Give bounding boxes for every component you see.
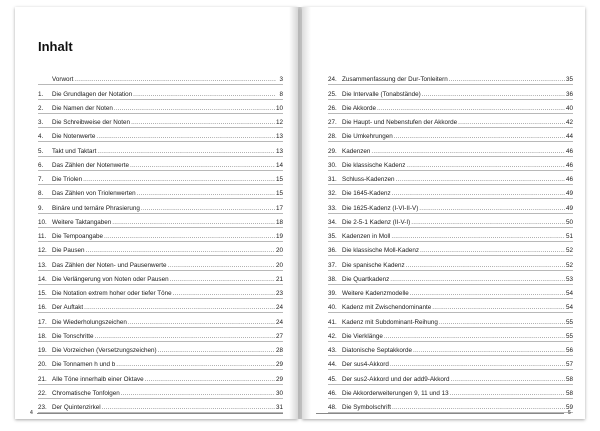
toc-entry-number: 16. — [38, 304, 47, 312]
toc-entry-title: Die Akkorderweiterungen 9, 11 und 13 — [342, 389, 449, 397]
toc-entry-title: Die Quartkadenz — [342, 275, 390, 283]
toc-entry-number: 37. — [328, 261, 337, 269]
toc-entry-title: Die Umkehrungen — [342, 133, 393, 141]
toc-entry-number: 43. — [328, 347, 337, 354]
toc-entry — [38, 214, 283, 228]
toc-entry-title: Kadenz mit Zwischendominante — [342, 304, 432, 312]
toc-entry — [328, 399, 573, 413]
toc-entry-title: Der sus4-Akkord — [342, 361, 389, 369]
toc-entry — [328, 342, 573, 356]
toc-entry-number: 41. — [328, 318, 337, 326]
toc-leader-dots — [131, 119, 275, 127]
toc-entry-number: 35. — [328, 233, 337, 240]
toc-leader-dots — [84, 304, 275, 312]
toc-entry-number: 17. — [38, 318, 47, 326]
toc-leader-dots — [384, 333, 565, 341]
toc-entry-number: 15. — [38, 290, 47, 297]
toc-entry-number: 39. — [328, 290, 337, 297]
toc-leader-dots — [390, 361, 565, 369]
toc-entry — [38, 142, 283, 156]
toc-leader-dots — [112, 219, 275, 227]
toc-entry — [38, 71, 283, 85]
toc-entry-page: 17 — [275, 204, 283, 212]
toc-entry-page: 13 — [275, 133, 283, 141]
toc-entry-number: 18. — [38, 332, 47, 340]
toc-leader-dots — [439, 319, 565, 327]
toc-leader-dots — [145, 376, 275, 384]
toc-leader-dots — [102, 404, 275, 412]
toc-entry-page: 52 — [565, 261, 573, 269]
toc-entry-number: 33. — [328, 204, 337, 212]
right-page — [302, 7, 585, 419]
toc-leader-dots — [394, 133, 565, 141]
toc-entry-title: Die Schreibweise der Noten — [52, 119, 131, 126]
toc-entry-number: 38. — [328, 275, 337, 283]
toc-entry-title: Kadenzen — [342, 147, 371, 155]
toc-leader-dots — [86, 247, 275, 255]
toc-entry-title: Die Vierklänge — [342, 332, 383, 340]
toc-leader-dots — [390, 276, 565, 284]
toc-entry — [38, 299, 283, 313]
toc-entry — [38, 171, 283, 185]
toc-entry-number: 48. — [328, 404, 337, 411]
toc-leader-dots — [432, 304, 565, 312]
toc-entry-page: 58 — [565, 389, 573, 397]
toc-entry-page: 18 — [275, 218, 283, 226]
toc-entry-title: Der sus2-Akkord und der add9-Akkord — [342, 375, 450, 383]
toc-leader-dots — [396, 176, 565, 184]
toc-leader-dots — [114, 105, 275, 113]
toc-entry-page: 46 — [565, 176, 573, 183]
toc-entry — [38, 242, 283, 256]
toc-entry-page: 36 — [565, 90, 573, 98]
toc-entry-title: Die Triolen — [52, 176, 83, 183]
toc-entry — [38, 328, 283, 342]
toc-entry-page: 49 — [565, 204, 573, 212]
toc-leader-dots — [419, 205, 565, 213]
toc-entry-number: 20. — [38, 361, 47, 369]
toc-entry-number: 5. — [38, 147, 44, 155]
toc-entry — [328, 285, 573, 299]
toc-entry-page: 55 — [565, 318, 573, 326]
toc-entry — [38, 100, 283, 114]
toc-entry — [38, 85, 283, 99]
toc-entry — [38, 356, 283, 370]
toc-entry-title: Die Verlängerung von Noten oder Pausen — [52, 275, 169, 283]
page-number: 4 — [30, 410, 33, 416]
toc-entry-number: 22. — [38, 389, 47, 397]
toc-entry-number: 29. — [328, 147, 337, 155]
toc-entry — [38, 285, 283, 299]
toc-entry — [328, 71, 573, 85]
toc-entry-title: Die Intervalle (Tonabstände) — [342, 90, 421, 98]
toc-entry-number: 8. — [38, 190, 44, 198]
toc-entry-page: 57 — [565, 361, 573, 369]
toc-entry-page: 52 — [565, 247, 573, 255]
toc-entry-page: 15 — [275, 176, 283, 183]
toc-entry — [38, 370, 283, 384]
toc-leader-dots — [392, 404, 565, 412]
toc-leader-dots — [406, 162, 565, 170]
table-of-contents-right — [328, 71, 573, 413]
toc-leader-dots — [377, 105, 565, 113]
toc-entry-title: Die Tonschritte — [52, 332, 94, 340]
toc-leader-dots — [170, 276, 275, 284]
toc-entry-number: 21. — [38, 375, 47, 383]
toc-leader-dots — [95, 333, 275, 341]
toc-entry — [328, 271, 573, 285]
toc-entry — [38, 157, 283, 171]
toc-entry — [328, 199, 573, 213]
toc-entry-number: 2. — [38, 104, 44, 112]
toc-entry — [328, 128, 573, 142]
footer-rule — [37, 413, 283, 414]
toc-entry-page: 31 — [275, 404, 283, 411]
toc-entry-page: 19 — [275, 233, 283, 240]
toc-entry-title: Zusammenfassung der Dur-Tonleitern — [342, 76, 448, 84]
toc-entry-page: 28 — [275, 347, 283, 354]
toc-entry-number: 31. — [328, 176, 337, 183]
toc-leader-dots — [141, 205, 275, 213]
toc-leader-dots — [371, 148, 565, 156]
toc-entry — [328, 313, 573, 327]
toc-entry-page: 23 — [275, 290, 283, 297]
toc-entry-number: 26. — [328, 104, 337, 112]
toc-entry-page: 59 — [565, 404, 573, 411]
toc-entry-page: 44 — [565, 133, 573, 141]
toc-entry-number: 40. — [328, 304, 337, 312]
toc-entry-title: Die klassische Moll-Kadenz — [342, 247, 419, 255]
toc-leader-dots — [133, 91, 276, 99]
toc-entry-page: 30 — [275, 389, 283, 397]
toc-entry — [38, 114, 283, 128]
toc-entry — [38, 342, 283, 356]
toc-entry — [328, 299, 573, 313]
toc-entry-number: 28. — [328, 133, 337, 141]
toc-entry — [38, 313, 283, 327]
toc-entry-page: 54 — [565, 304, 573, 312]
toc-entry — [328, 185, 573, 199]
toc-entry-title: Die Notenwerte — [52, 133, 96, 141]
toc-entry-title: Die 1625-Kadenz (I-VI-II-V) — [342, 204, 419, 212]
toc-entry-page: 51 — [565, 233, 573, 240]
toc-entry-title: Vorwort — [52, 76, 74, 84]
toc-entry-title: Die Vorzeichen (Versetzungszeichen) — [52, 347, 157, 354]
toc-leader-dots — [130, 162, 275, 170]
toc-entry — [328, 256, 573, 270]
toc-entry-number: 27. — [328, 119, 337, 126]
toc-entry-number: 4. — [38, 133, 44, 141]
toc-entry-title: Alle Töne innerhalb einer Oktave — [52, 375, 144, 383]
left-page — [15, 7, 298, 419]
toc-entry-page: 50 — [565, 218, 573, 226]
toc-entry-page: 56 — [565, 347, 573, 354]
toc-entry-page: 24 — [275, 318, 283, 326]
toc-entry-title: Die Namen der Noten — [52, 104, 113, 112]
page-number: 5 — [568, 410, 571, 416]
table-of-contents-left — [38, 71, 283, 413]
toc-entry — [38, 256, 283, 270]
toc-entry-title: Die Tempoangabe — [52, 233, 103, 240]
toc-entry-title: Die Pausen — [52, 247, 85, 255]
toc-entry-page: 58 — [565, 375, 573, 383]
toc-entry-title: Das Zählen der Notenwerte — [52, 161, 130, 169]
toc-entry — [328, 328, 573, 342]
toc-entry-title: Takt und Taktart — [52, 147, 97, 155]
toc-entry-title: Weitere Kadenzmodelle — [342, 290, 409, 297]
toc-entry — [328, 85, 573, 99]
toc-entry-page: 15 — [275, 190, 283, 198]
toc-leader-dots — [83, 176, 275, 184]
toc-entry-title: Kadenzen in Moll — [342, 233, 391, 240]
toc-leader-dots — [450, 376, 565, 384]
toc-entry-number: 30. — [328, 161, 337, 169]
toc-leader-dots — [137, 190, 275, 198]
toc-leader-dots — [449, 76, 565, 84]
toc-entry-number: 6. — [38, 161, 44, 169]
toc-entry — [38, 199, 283, 213]
toc-leader-dots — [410, 290, 565, 298]
toc-entry-page: 3 — [279, 76, 283, 84]
toc-leader-dots — [173, 290, 275, 298]
toc-entry-page: 55 — [565, 332, 573, 340]
toc-entry-page: 21 — [275, 275, 283, 283]
toc-entry-number: 19. — [38, 347, 47, 354]
toc-leader-dots — [392, 190, 565, 198]
toc-entry-page: 27 — [275, 332, 283, 340]
toc-entry-page: 13 — [275, 147, 283, 155]
toc-entry-title: Die Symbolschrift — [342, 404, 391, 411]
toc-entry — [38, 399, 283, 413]
page-title: Inhalt — [38, 39, 73, 54]
toc-entry-number: 46. — [328, 389, 337, 397]
toc-entry-number: 12. — [38, 247, 47, 255]
toc-entry-page: 46 — [565, 147, 573, 155]
toc-entry — [328, 214, 573, 228]
toc-leader-dots — [420, 247, 565, 255]
toc-entry-number: 44. — [328, 361, 337, 369]
toc-entry-page: 12 — [275, 119, 283, 126]
toc-leader-dots — [74, 76, 276, 84]
toc-entry-page: 49 — [565, 190, 573, 198]
toc-entry-page: 42 — [565, 119, 573, 126]
toc-entry-title: Der Quintenzirkel — [52, 404, 101, 411]
toc-entry-page: 54 — [565, 290, 573, 297]
toc-entry-number: 3. — [38, 119, 44, 126]
toc-entry-title: Die Notation extrem hoher oder tiefer Töne — [52, 290, 172, 297]
toc-entry-page: 24 — [275, 304, 283, 312]
toc-leader-dots — [97, 148, 275, 156]
toc-leader-dots — [413, 347, 565, 355]
toc-entry-title: Chromatische Tonfolgen — [52, 389, 120, 397]
toc-entry — [328, 385, 573, 399]
toc-entry-title: Die Tonnamen h und b — [52, 361, 116, 369]
toc-entry-number: 13. — [38, 261, 47, 269]
toc-entry-title: Diatonische Septakkorde — [342, 347, 413, 354]
toc-entry-title: Das Zählen der Noten- und Pausenwerte — [52, 261, 167, 269]
toc-leader-dots — [121, 390, 275, 398]
toc-entry — [38, 228, 283, 242]
toc-entry-title: Die Akkorde — [342, 104, 376, 112]
toc-entry-page: 14 — [275, 161, 283, 169]
toc-leader-dots — [167, 262, 275, 270]
toc-entry-page: 8 — [279, 90, 283, 98]
toc-entry — [328, 114, 573, 128]
toc-entry — [38, 385, 283, 399]
toc-leader-dots — [116, 361, 275, 369]
toc-entry-number: 10. — [38, 218, 47, 226]
toc-entry-number: 24. — [328, 76, 337, 84]
toc-entry-title: Der Auftakt — [52, 304, 84, 312]
toc-entry — [328, 356, 573, 370]
toc-entry — [328, 228, 573, 242]
toc-entry-title: Die klassische Kadenz — [342, 161, 406, 169]
toc-entry-title: Die 1645-Kadenz — [342, 190, 391, 198]
toc-entry-number: 1. — [38, 90, 44, 98]
toc-entry-page: 46 — [565, 161, 573, 169]
toc-entry — [328, 157, 573, 171]
toc-entry-title: Die spanische Kadenz — [342, 261, 405, 269]
toc-entry-title: Kadenz mit Subdominant-Reihung — [342, 318, 438, 326]
toc-entry — [328, 142, 573, 156]
toc-entry-number: 45. — [328, 375, 337, 383]
toc-entry-title: Das Zählen von Triolenwerten — [52, 190, 136, 198]
footer-rule — [316, 413, 564, 414]
toc-entry-title: Schluss-Kadenzen — [342, 176, 395, 183]
toc-entry-number: 14. — [38, 275, 47, 283]
toc-entry-number: 11. — [38, 233, 47, 240]
toc-entry-page: 20 — [275, 247, 283, 255]
toc-entry-number: 34. — [328, 218, 337, 226]
toc-entry — [328, 242, 573, 256]
toc-leader-dots — [411, 219, 565, 227]
toc-entry-number: 25. — [328, 90, 337, 98]
toc-entry — [328, 370, 573, 384]
toc-entry — [328, 171, 573, 185]
toc-leader-dots — [104, 233, 275, 241]
toc-entry-number: 9. — [38, 204, 44, 212]
toc-leader-dots — [96, 133, 275, 141]
toc-entry — [38, 128, 283, 142]
toc-entry-page: 29 — [275, 361, 283, 369]
toc-entry-number: 36. — [328, 247, 337, 255]
toc-entry-page: 20 — [275, 261, 283, 269]
toc-entry-number: 42. — [328, 332, 337, 340]
toc-entry-title: Die 2-5-1 Kadenz (II-V-I) — [342, 218, 411, 226]
toc-leader-dots — [458, 119, 565, 127]
toc-entry-title: Weitere Taktangaben — [52, 218, 112, 226]
toc-entry-number: 32. — [328, 190, 337, 198]
toc-leader-dots — [128, 319, 275, 327]
toc-entry-title: Die Grundlagen der Notation — [52, 90, 133, 98]
toc-entry-page: 53 — [565, 275, 573, 283]
toc-entry-title: Die Haupt- und Nebenstufen der Akkorde — [342, 119, 458, 126]
toc-entry-page: 29 — [275, 375, 283, 383]
toc-entry-page: 10 — [275, 104, 283, 112]
toc-entry — [328, 100, 573, 114]
toc-leader-dots — [406, 262, 565, 270]
toc-leader-dots — [422, 91, 565, 99]
toc-entry-page: 35 — [565, 76, 573, 84]
toc-leader-dots — [450, 390, 565, 398]
toc-leader-dots — [158, 347, 275, 355]
toc-entry-number: 7. — [38, 176, 44, 183]
toc-entry — [38, 271, 283, 285]
toc-entry-title: Binäre und ternäre Phrasierung — [52, 204, 140, 212]
toc-leader-dots — [391, 233, 565, 241]
toc-entry-title: Die Wiederholungszeichen — [52, 318, 127, 326]
toc-entry — [38, 185, 283, 199]
toc-entry-number: 23. — [38, 404, 47, 411]
toc-entry-page: 40 — [565, 104, 573, 112]
